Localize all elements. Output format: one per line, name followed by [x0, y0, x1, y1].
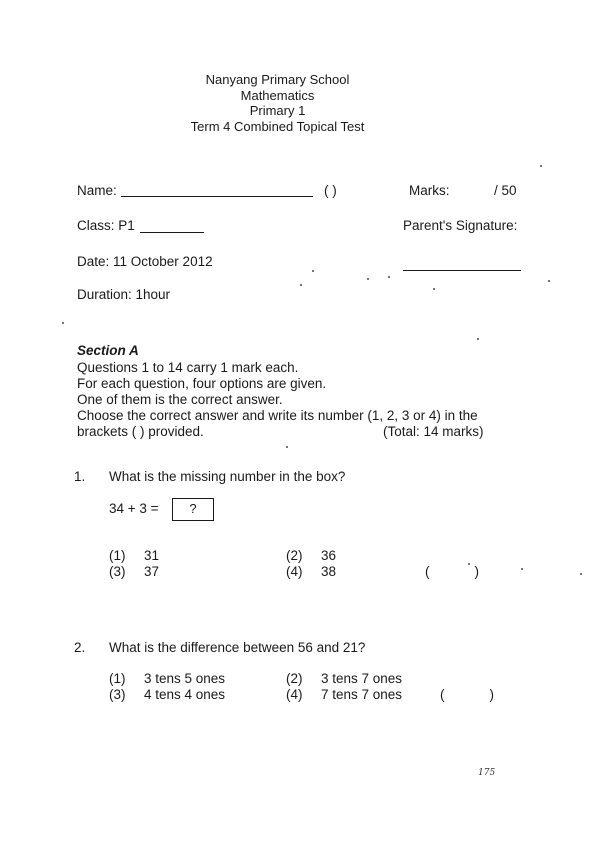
q1-answer-bracket[interactable]: ( )	[425, 564, 479, 579]
q2-option-4-text: 7 tens 7 ones	[321, 687, 403, 702]
name-blank[interactable]	[121, 196, 313, 197]
q1-option-4-num: (4)	[286, 564, 303, 579]
q2-answer-bracket[interactable]: ( )	[440, 687, 494, 702]
parent-signature-label: Parent's Signature:	[403, 218, 518, 233]
date-label: Date: 11 October 2012	[77, 254, 213, 269]
test-header	[0, 72, 555, 134]
q2-option-1-text: 3 tens 5 ones	[144, 671, 226, 686]
question-2-text: What is the difference between 56 and 21?	[109, 640, 366, 655]
q1-option-2-num: (2)	[286, 548, 303, 563]
scan-speck	[468, 563, 470, 565]
subject-title: Mathematics	[240, 87, 315, 103]
q1-option-4-text: 38	[321, 564, 337, 579]
q1-option-1-num: (1)	[109, 548, 126, 563]
q2-option-2-num: (2)	[286, 671, 303, 686]
question-1-number: 1.	[74, 469, 86, 484]
scan-speck	[580, 573, 582, 575]
parent-signature-blank[interactable]	[403, 270, 521, 271]
instruction-line: Choose the correct answer and write its number (1, 2, 3 or 4) in the	[77, 408, 478, 423]
q2-option-4-num: (4)	[286, 687, 303, 702]
scan-speck	[388, 276, 390, 278]
scan-speck	[433, 288, 435, 290]
register-number-bracket: ( )	[324, 183, 337, 198]
question-1-text: What is the missing number in the box?	[109, 469, 346, 484]
instruction-line: For each question, four options are given.	[77, 376, 327, 391]
question-2-number: 2.	[74, 640, 86, 655]
q2-option-1-num: (1)	[109, 671, 126, 686]
q2-option-3-num: (3)	[109, 687, 126, 702]
marks-label: Marks:	[409, 183, 450, 198]
level-title: Primary 1	[249, 103, 306, 118]
page-mark: 175	[478, 768, 496, 778]
marks-total: / 50	[494, 183, 517, 198]
test-title: Term 4 Combined Topical Test	[190, 118, 365, 134]
scan-speck	[521, 568, 523, 570]
q1-option-1-text: 31	[144, 548, 160, 563]
scan-speck	[300, 284, 302, 286]
name-label: Name:	[77, 183, 117, 198]
scan-speck	[62, 322, 64, 324]
school-name: Nanyang Primary School	[205, 72, 350, 87]
scan-speck	[540, 165, 542, 167]
scan-speck	[312, 270, 314, 272]
section-a-title: Section A	[77, 343, 139, 358]
instruction-line: One of them is the correct answer.	[77, 392, 283, 407]
q1-option-2-text: 36	[321, 548, 337, 563]
q1-option-3-text: 37	[144, 564, 160, 579]
instruction-line: Questions 1 to 14 carry 1 mark each.	[77, 360, 299, 375]
duration-label: Duration: 1hour	[77, 287, 171, 302]
question-1-equation: 34 + 3 =	[109, 501, 159, 516]
scan-speck	[477, 338, 479, 340]
q1-option-3-num: (3)	[109, 564, 126, 579]
class-blank[interactable]	[140, 232, 204, 233]
class-label: Class: P1	[77, 218, 135, 233]
q2-option-3-text: 4 tens 4 ones	[144, 687, 226, 702]
q2-option-2-text: 3 tens 7 ones	[321, 671, 403, 686]
scan-speck	[548, 280, 550, 282]
missing-number-box: ?	[172, 498, 214, 521]
scan-speck	[367, 278, 369, 280]
section-a-total: (Total: 14 marks)	[383, 424, 484, 439]
scan-speck	[286, 446, 288, 448]
instruction-line: brackets ( ) provided.	[77, 424, 204, 439]
